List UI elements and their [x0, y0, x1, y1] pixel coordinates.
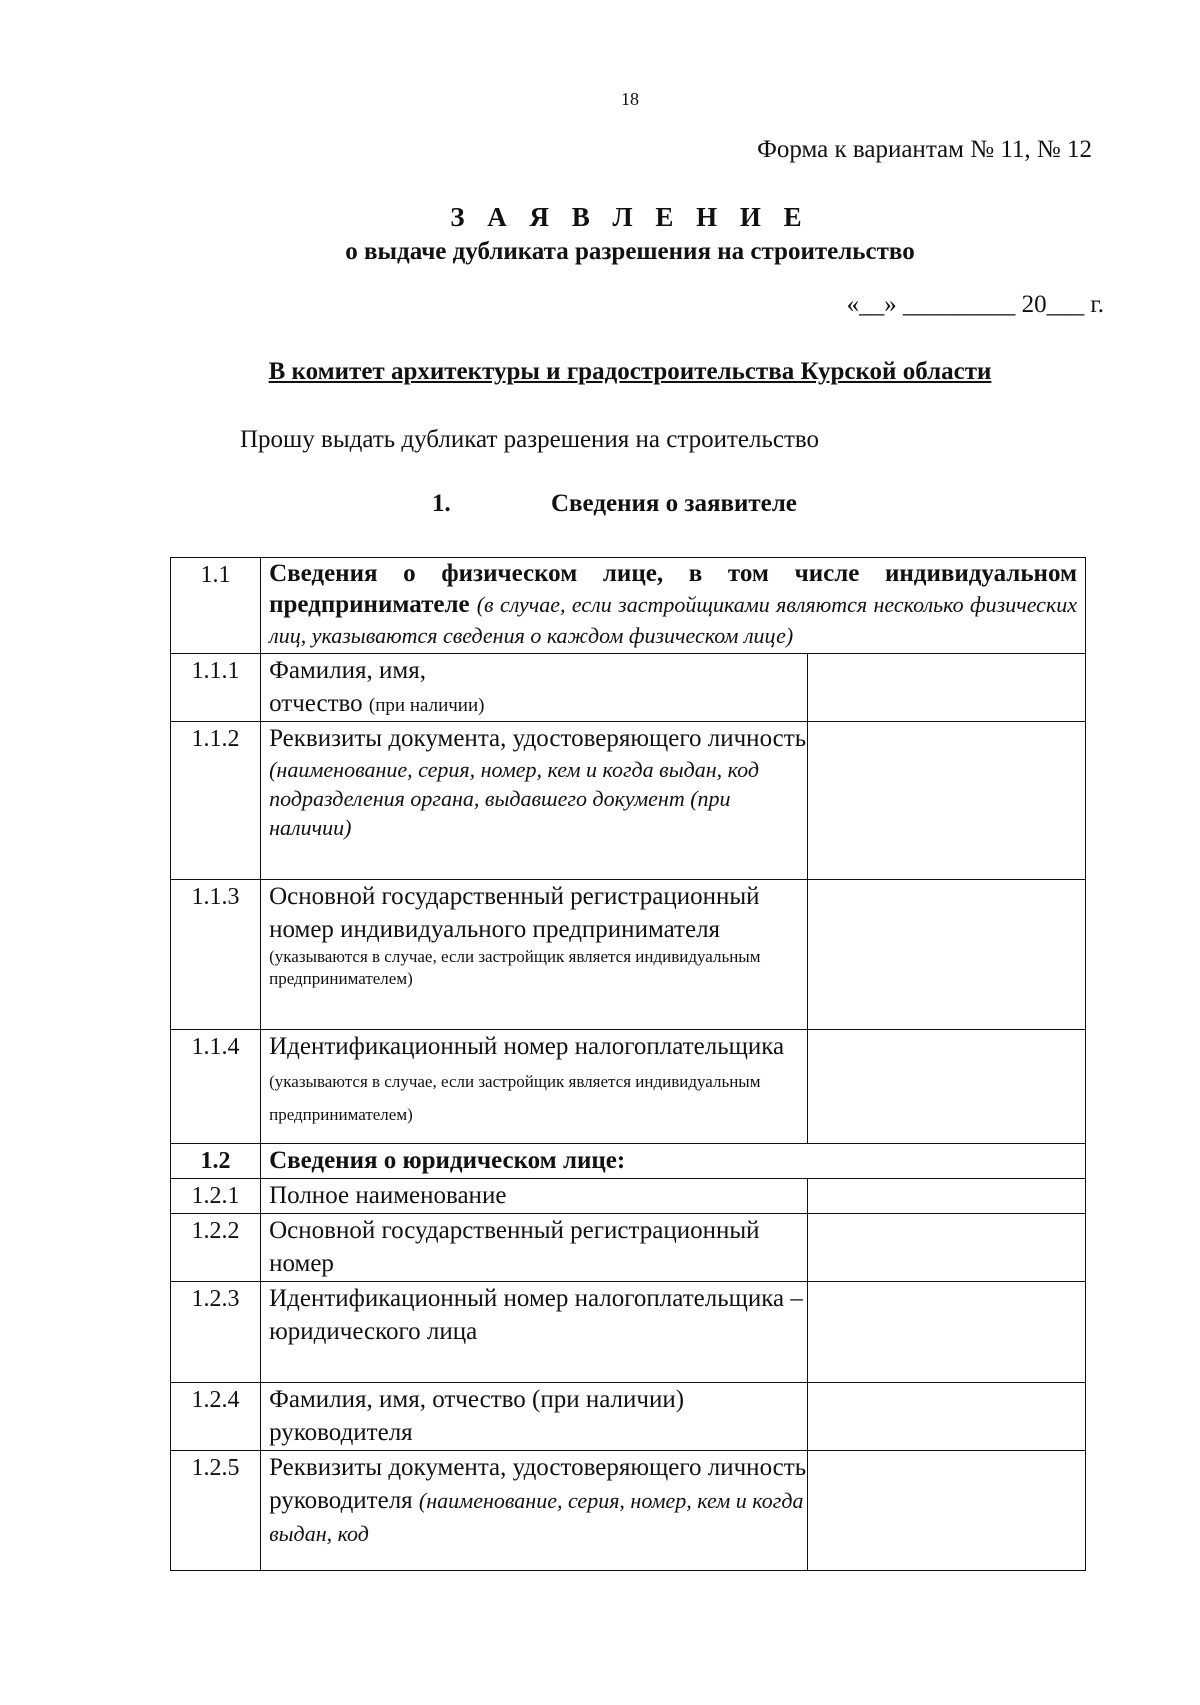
- row-label: [261, 1030, 807, 1144]
- row-label-text: Сведения о физическом лице, в том числе индивидуальном предпринимателе: [269, 560, 1077, 618]
- row-number: 1.1.4: [171, 1030, 261, 1144]
- row-number: 1.2.3: [171, 1282, 261, 1383]
- value-cell[interactable]: [807, 880, 1085, 1030]
- row-label: [261, 1451, 807, 1571]
- row-number: 1.2.5: [171, 1451, 261, 1571]
- addressee: В комитет архитектуры и градостроительства Курской области: [268, 358, 992, 385]
- form-reference: Форма к вариантам № 11, № 12: [757, 136, 1092, 163]
- row-number: 1.1.3: [171, 880, 261, 1030]
- row-label: Сведения о юридическом лице:: [261, 1144, 1086, 1179]
- value-cell[interactable]: [807, 1383, 1085, 1451]
- table-row: [171, 1383, 1086, 1451]
- date-line: «__» _________ 20___ г.: [846, 291, 1104, 318]
- row-label: [261, 722, 807, 880]
- row-number: 1.2.2: [171, 1214, 261, 1282]
- table-row: [171, 722, 1086, 880]
- row-label: Идентификационный номер налогоплательщика – юридического лица: [261, 1282, 807, 1383]
- document-title: З А Я В Л Е Н И Е: [450, 202, 810, 232]
- section-number: 1.: [432, 490, 451, 517]
- table-row: [171, 1214, 1086, 1282]
- row-number: 1.1.1: [171, 654, 261, 722]
- row-number: 1.1: [171, 558, 261, 654]
- row-label-text: Реквизиты документа, удостоверяющего личность: [269, 725, 807, 752]
- row-number: 1.2.4: [171, 1383, 261, 1451]
- value-cell[interactable]: [807, 1214, 1085, 1282]
- row-label: Фамилия, имя, отчество (при наличии) руководителя: [261, 1383, 807, 1451]
- table-row: [171, 1282, 1086, 1383]
- value-cell[interactable]: [807, 1282, 1085, 1383]
- row-label: [261, 880, 807, 1030]
- row-note: (при наличии): [368, 695, 485, 716]
- row-number: 1.1.2: [171, 722, 261, 880]
- table-row: [171, 1179, 1086, 1214]
- row-label-text: Основной государственный регистрационный номер индивидуального предпринимателя: [269, 883, 760, 943]
- value-cell[interactable]: [807, 722, 1085, 880]
- row-label-text: Идентификационный номер налогоплательщика: [269, 1033, 785, 1060]
- value-cell[interactable]: [807, 654, 1085, 722]
- value-cell[interactable]: [807, 1179, 1085, 1214]
- table-row: [171, 558, 1086, 654]
- table-row: [171, 1144, 1086, 1179]
- applicant-table: [170, 557, 1086, 1571]
- page-number: 18: [621, 89, 639, 109]
- request-text: Прошу выдать дубликат разрешения на строительство: [240, 426, 820, 453]
- row-label: Полное наименование: [261, 1179, 807, 1214]
- table-row: [171, 880, 1086, 1030]
- table-row: [171, 654, 1086, 722]
- row-note: (указываются в случае, если застройщик является индивидуальным предпринимателем): [269, 947, 761, 988]
- value-cell[interactable]: [807, 1451, 1085, 1571]
- value-cell[interactable]: [807, 1030, 1085, 1144]
- row-label-text: отчество: [269, 690, 363, 717]
- row-number: 1.2.1: [171, 1179, 261, 1214]
- row-label: [261, 558, 1086, 654]
- row-label: Основной государственный регистрационный номер: [261, 1214, 807, 1282]
- row-note: (наименование, серия, номер, кем и когда выдан, код: [269, 1488, 804, 1546]
- row-label-text: Реквизиты документа, удостоверяющего личность руководителя: [269, 1454, 807, 1514]
- table-row: [171, 1451, 1086, 1571]
- row-note: (наименование, серия, номер, кем и когда выдан, код подразделения органа, выдавшего документ (при наличии): [269, 757, 759, 840]
- row-label: [261, 654, 807, 722]
- row-label-text: Фамилия, имя,: [269, 657, 426, 684]
- row-number: 1.2: [171, 1144, 261, 1179]
- section-title: Сведения о заявителе: [551, 490, 797, 517]
- row-note: (в случае, если застройщиками являются несколько физических лиц, указываются сведения о каждом физическом лице): [269, 592, 1078, 648]
- row-note: (указываются в случае, если застройщик является индивидуальным предпринимателем): [269, 1072, 761, 1124]
- table-row: [171, 1030, 1086, 1144]
- document-subtitle: о выдаче дубликата разрешения на строительство: [345, 238, 915, 265]
